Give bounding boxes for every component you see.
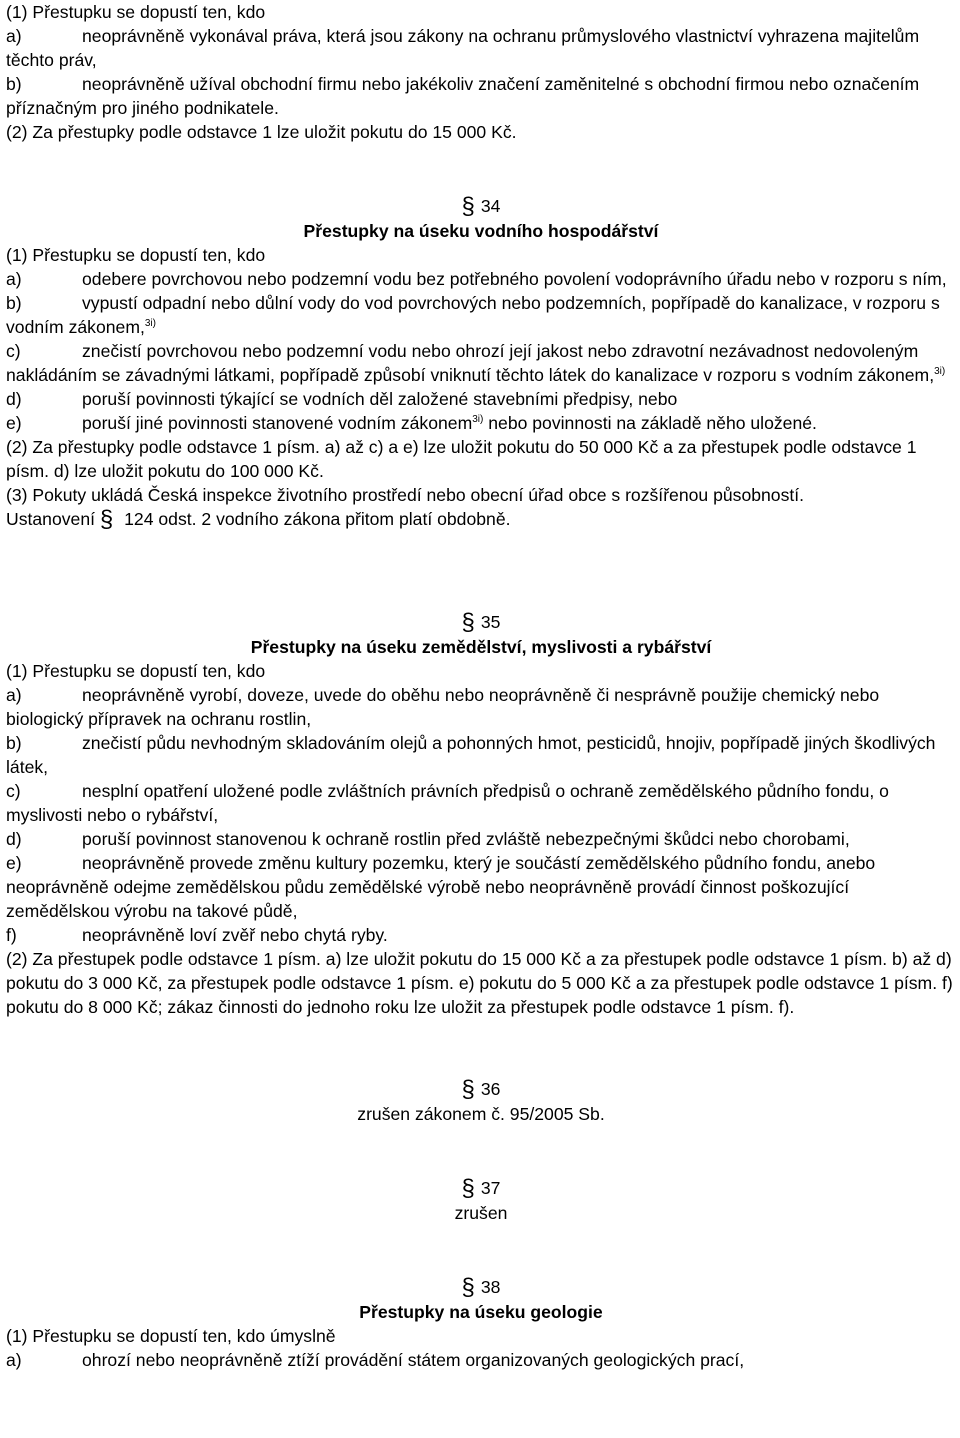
paragraph: (2) Za přestupky podle odstavce 1 písm. a) až c) a e) lze uložit pokutu do 50 000 Kč a za přestupek podle odstavce 1 písm. d) lze uložit pokutu do 100 000 Kč. — [6, 437, 917, 481]
item-text: neoprávněně loví zvěř nebo chytá ryby. — [82, 925, 388, 945]
list-item — [6, 731, 956, 779]
paragraph: (1) Přestupku se dopustí ten, kdo — [6, 2, 266, 22]
section-number — [6, 194, 956, 219]
paragraph: (2) Za přestupek podle odstavce 1 písm. a) lze uložit pokutu do 15 000 Kč a za přestupek podle odstavce 1 písm. b) až d) pokutu do 3 000 Kč, za přestupek podle odstavce 1 písm. e) pokutu do 5 000 Kč a za přestupek podle odstavce 1 písm. f) pokutu do 8 000 Kč; zákaz činnosti do jednoho roku lze uložit za přestupek podle odstavce 1 písm. f). — [6, 949, 953, 1017]
section-number-value: 35 — [480, 612, 501, 632]
section-number-value: 36 — [480, 1079, 501, 1099]
section-text: zrušen zákonem č. 95/2005 Sb. — [357, 1104, 605, 1124]
item-text: neoprávněně užíval obchodní firmu nebo jakékoliv značení zaměnitelné s obchodní firmou nebo označením příznačným pro jiného podnikatele. — [6, 74, 920, 118]
section-text: zrušen — [454, 1203, 508, 1223]
paragraph: (1) Přestupku se dopustí ten, kdo — [6, 661, 266, 681]
item-label: b) — [6, 293, 22, 313]
item-label: a) — [6, 269, 22, 289]
section-number — [6, 610, 956, 635]
footnote-ref: 3i) — [472, 414, 484, 425]
section-number-value: 34 — [480, 196, 501, 216]
paragraph-text: 124 odst. 2 vodního zákona přitom platí obdobně. — [119, 509, 511, 529]
list-item — [6, 923, 956, 947]
section-sign: § — [461, 1076, 475, 1103]
footnote-ref: 3i) — [934, 366, 946, 377]
paragraph: (1) Přestupku se dopustí ten, kdo — [6, 245, 266, 265]
item-label: e) — [6, 853, 22, 873]
item-text: nesplní opatření uložené podle zvláštních právních předpisů o ochraně zemědělského půdního fondu, o myslivosti nebo o rybářství, — [6, 781, 889, 825]
item-text: odebere povrchovou nebo podzemní vodu bez potřebného povolení vodoprávního úřadu nebo v rozporu s ním, — [82, 269, 947, 289]
section-title: Přestupky na úseku vodního hospodářství — [303, 221, 659, 241]
list-item — [6, 411, 956, 435]
item-text: nebo povinnosti na základě něho uložené. — [483, 413, 817, 433]
item-label: a) — [6, 1350, 22, 1370]
item-label: c) — [6, 341, 21, 361]
list-item — [6, 851, 956, 923]
footnote-ref: 3i) — [144, 318, 156, 329]
document-page — [6, 0, 956, 1372]
section-number-value: 38 — [480, 1277, 501, 1297]
section-number-value: 37 — [480, 1178, 501, 1198]
item-label: a) — [6, 685, 22, 705]
item-text: neoprávněně provede změnu kultury pozemku, který je součástí zemědělského půdního fondu, anebo neoprávněně odejme zemědělskou půdu zemědělské výrobě nebo neoprávněně provádí činnost poškozující zemědělskou výrobu na takové půdě, — [6, 853, 876, 921]
list-item — [6, 267, 956, 291]
list-item — [6, 779, 956, 827]
list-item — [6, 24, 956, 72]
item-text: neoprávněně vykonával práva, která jsou zákony na ochranu průmyslového vlastnictví vyhrazena majitelům těchto práv, — [6, 26, 920, 70]
item-text: ohrozí nebo neoprávněně ztíží provádění státem organizovaných geologických prací, — [82, 1350, 745, 1370]
item-text: vypustí odpadní nebo důlní vody do vod povrchových nebo podzemních, popřípadě do kanalizace, v rozporu s vodním zákonem, — [6, 293, 940, 337]
section-number — [6, 1176, 956, 1201]
list-item — [6, 387, 956, 411]
item-text: znečistí půdu nevhodným skladováním olejů a pohonných hmot, pesticidů, hnojiv, popřípadě jiných škodlivých látek, — [6, 733, 936, 777]
item-label: d) — [6, 829, 22, 849]
item-text: neoprávněně vyrobí, doveze, uvede do oběhu nebo neoprávněně či nesprávně použije chemický nebo biologický přípravek na ochranu rostlin, — [6, 685, 880, 729]
item-label: a) — [6, 26, 22, 46]
list-item — [6, 683, 956, 731]
item-label: c) — [6, 781, 21, 801]
list-item — [6, 72, 956, 120]
paragraph: (1) Přestupku se dopustí ten, kdo úmyslně — [6, 1326, 336, 1346]
paragraph — [6, 507, 956, 532]
section-title: Přestupky na úseku geologie — [359, 1302, 603, 1322]
item-text: poruší povinnost stanovenou k ochraně rostlin před zvláště nebezpečnými škůdci nebo chorobami, — [82, 829, 850, 849]
section-sign: § — [461, 1175, 475, 1202]
paragraph-text: Ustanovení — [6, 509, 100, 529]
section-number — [6, 1077, 956, 1102]
item-label: b) — [6, 74, 22, 94]
item-text: poruší povinnosti týkající se vodních děl založené stavebními předpisy, nebo — [82, 389, 678, 409]
item-text: poruší jiné povinnosti stanovené vodním zákonem — [82, 413, 473, 433]
paragraph: (2) Za přestupky podle odstavce 1 lze uložit pokutu do 15 000 Kč. — [6, 122, 517, 142]
section-sign: § — [99, 506, 114, 533]
item-label: b) — [6, 733, 22, 753]
list-item — [6, 291, 956, 339]
item-text: znečistí povrchovou nebo podzemní vodu nebo ohrozí její jakost nebo zdravotní nezávadnost nedovoleným nakládáním se závadnými látkami, popřípadě způsobí vniknutí těchto látek do kanalizace v rozporu s vodním zákonem, — [6, 341, 935, 385]
section-sign: § — [461, 609, 475, 636]
paragraph: (3) Pokuty ukládá Česká inspekce životního prostředí nebo obecní úřad obce s rozšířenou působností. — [6, 485, 805, 505]
section-number — [6, 1275, 956, 1300]
item-label: f) — [6, 925, 17, 945]
section-sign: § — [461, 1274, 475, 1301]
item-label: d) — [6, 389, 22, 409]
list-item — [6, 1348, 956, 1372]
section-sign: § — [461, 193, 475, 220]
list-item — [6, 827, 956, 851]
list-item — [6, 339, 956, 387]
item-label: e) — [6, 413, 22, 433]
section-title: Přestupky na úseku zemědělství, myslivosti a rybářství — [250, 637, 712, 657]
